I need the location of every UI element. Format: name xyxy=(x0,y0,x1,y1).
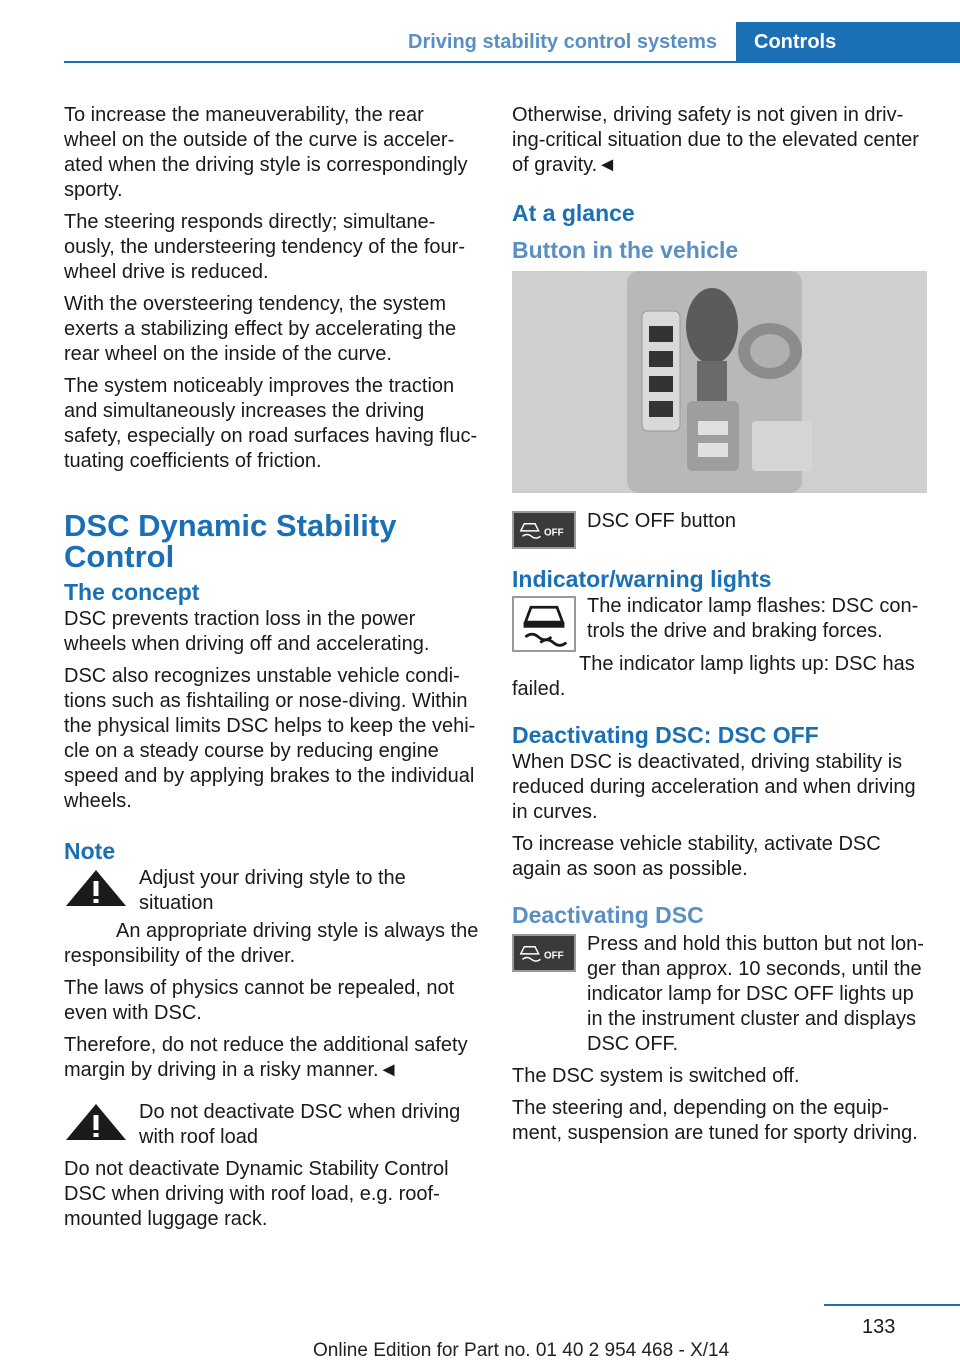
chapter-tab-label: Controls xyxy=(754,31,837,53)
dsc-off-row xyxy=(512,509,927,555)
console-illustration xyxy=(512,271,927,493)
dsc-lamp-icon xyxy=(512,596,576,652)
page-number: 133 xyxy=(862,1316,896,1338)
paragraph: The indicator lamp flashes: DSC controls the drive and braking forces. xyxy=(587,595,919,642)
paragraph: DSC also recognizes unstable vehicle conditions such as fishtailing or nose-diving. Within the physical limits DSC helps to keep the vehicle on a steady course by reducing engine speed and by applying brakes to the individual wheels. xyxy=(64,665,476,812)
chapter-heading: DSC Dynamic Stability Control xyxy=(64,508,397,574)
warning-title: Do not deactivate DSC when driving with roof load xyxy=(139,1101,461,1148)
header-rule xyxy=(64,61,960,63)
paragraph: To increase vehicle stability, activate DSC again as soon as possible. xyxy=(512,833,881,880)
warning-triangle-icon xyxy=(64,868,128,908)
paragraph: Otherwise, driving safety is not given in driving-critical situation due to the elevated center of gravity.◄ xyxy=(512,104,919,176)
off-label: OFF xyxy=(544,950,564,962)
paragraph: The laws of physics cannot be repealed, not even with DSC. xyxy=(64,977,455,1024)
paragraph: The indicator lamp lights up: DSC has failed. xyxy=(512,653,915,700)
paragraph: The steering responds directly; simultaneously, the understeering tendency of the four-wheel drive is reduced. xyxy=(64,211,465,283)
center-console-photo xyxy=(512,271,927,493)
paragraph: With the oversteering tendency, the system exerts a stabilizing effect by accelerating the rear wheel on the inside of the curve. xyxy=(64,293,457,365)
glance-heading: At a glance xyxy=(512,200,635,226)
right-column xyxy=(512,103,927,1153)
deactivate-subheading: Deactivating DSC xyxy=(512,902,704,928)
paragraph: Do not deactivate Dynamic Stability Control DSC when driving with roof load, e.g. roof-mounted luggage rack. xyxy=(64,1158,449,1230)
warning-title: Adjust your driving style to the situation xyxy=(139,867,406,914)
concept-heading: The concept xyxy=(64,579,200,605)
deactivate-heading: Deactivating DSC: DSC OFF xyxy=(512,722,819,748)
paragraph: To increase the maneuverability, the rear wheel on the outside of the curve is accelerated when the driving style is correspondingly sporty. xyxy=(64,104,468,201)
indicator-heading: Indicator/warning lights xyxy=(512,566,772,592)
paragraph: When DSC is deactivated, driving stability is reduced during acceleration and when driving in curves. xyxy=(512,751,916,823)
chapter-tab xyxy=(736,22,960,63)
note-heading: Note xyxy=(64,838,116,864)
dsc-off-button-icon xyxy=(512,934,576,972)
button-heading: Button in the vehicle xyxy=(512,237,739,263)
warning-block xyxy=(64,866,479,916)
footer-rule xyxy=(824,1304,960,1306)
paragraph: DSC prevents traction loss in the power wheels when driving off and accelerating. xyxy=(64,608,430,655)
paragraph: The DSC system is switched off. xyxy=(512,1065,800,1087)
indicator-row xyxy=(512,594,927,652)
edition-text: Online Edition for Part no. 01 40 2 954 468 - X/14 xyxy=(313,1340,730,1361)
paragraph: The steering and, depending on the equipment, suspension are tuned for sporty driving. xyxy=(512,1097,918,1144)
paragraph: The system noticeably improves the traction and simultaneously increases the driving safety, especially on road surfaces having fluctuating coefficients of friction. xyxy=(64,375,478,472)
paragraph: Press and hold this button but not longer than approx. 10 seconds, until the indicator lamp for DSC OFF lights up in the instrument cluster and displays DSC OFF. xyxy=(587,933,924,1055)
deactivate-row xyxy=(512,932,927,1057)
dsc-off-button-icon xyxy=(512,511,576,549)
left-column xyxy=(64,103,479,1239)
section-title: Driving stability control systems xyxy=(408,31,717,53)
dsc-off-label: DSC OFF button xyxy=(587,510,736,532)
paragraph: Therefore, do not reduce the additional safety margin by driving in a risky manner.◄ xyxy=(64,1034,468,1081)
warning-block xyxy=(64,1100,479,1150)
off-label: OFF xyxy=(544,527,564,539)
paragraph: An appropriate driving style is always the responsibility of the driver. xyxy=(64,920,479,967)
warning-triangle-icon xyxy=(64,1102,128,1142)
